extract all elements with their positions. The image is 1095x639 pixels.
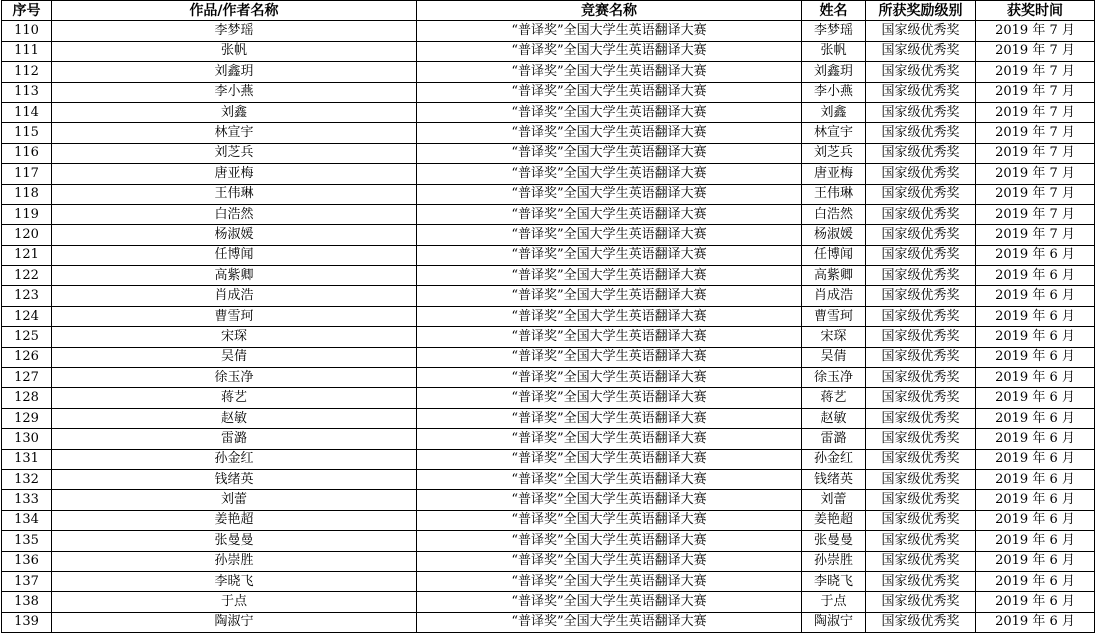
- cell-work: 曹雪珂: [52, 306, 417, 326]
- cell-name: 李梦瑶: [802, 21, 866, 41]
- cell-time: 2019 年 7 月: [976, 21, 1095, 41]
- cell-time: 2019 年 6 月: [976, 266, 1095, 286]
- table-row: [2, 592, 1095, 612]
- cell-seq: 116: [2, 143, 52, 163]
- cell-level: 国家级优秀奖: [866, 388, 976, 408]
- cell-work: 蒋艺: [52, 388, 417, 408]
- cell-seq: 115: [2, 123, 52, 143]
- cell-name: 王伟琳: [802, 184, 866, 204]
- cell-seq: 121: [2, 245, 52, 265]
- table-row: [2, 184, 1095, 204]
- table-row: [2, 368, 1095, 388]
- cell-work: 林宣宇: [52, 123, 417, 143]
- table-row: [2, 143, 1095, 163]
- cell-level: 国家级优秀奖: [866, 449, 976, 469]
- cell-time: 2019 年 6 月: [976, 612, 1095, 632]
- cell-work: 赵敏: [52, 408, 417, 428]
- cell-level: 国家级优秀奖: [866, 143, 976, 163]
- awards-table: [1, 0, 1095, 633]
- cell-seq: 132: [2, 469, 52, 489]
- cell-level: 国家级优秀奖: [866, 469, 976, 489]
- table-row: [2, 469, 1095, 489]
- cell-level: 国家级优秀奖: [866, 592, 976, 612]
- cell-time: 2019 年 7 月: [976, 143, 1095, 163]
- cell-work: 肖成浩: [52, 286, 417, 306]
- cell-time: 2019 年 7 月: [976, 82, 1095, 102]
- cell-work: 孙金红: [52, 449, 417, 469]
- cell-work: 陶淑宁: [52, 612, 417, 632]
- table-row: [2, 612, 1095, 632]
- cell-level: 国家级优秀奖: [866, 62, 976, 82]
- cell-competition: “普译奖”全国大学生英语翻译大赛: [417, 408, 802, 428]
- cell-work: 刘鑫玥: [52, 62, 417, 82]
- cell-time: 2019 年 6 月: [976, 306, 1095, 326]
- cell-time: 2019 年 6 月: [976, 408, 1095, 428]
- cell-competition: “普译奖”全国大学生英语翻译大赛: [417, 429, 802, 449]
- table-row: [2, 571, 1095, 591]
- cell-work: 雷潞: [52, 429, 417, 449]
- cell-competition: “普译奖”全国大学生英语翻译大赛: [417, 510, 802, 530]
- cell-seq: 117: [2, 164, 52, 184]
- cell-level: 国家级优秀奖: [866, 184, 976, 204]
- cell-name: 张帆: [802, 41, 866, 61]
- cell-competition: “普译奖”全国大学生英语翻译大赛: [417, 592, 802, 612]
- cell-name: 于点: [802, 592, 866, 612]
- cell-time: 2019 年 6 月: [976, 245, 1095, 265]
- cell-seq: 118: [2, 184, 52, 204]
- table-row: [2, 266, 1095, 286]
- header-row: [2, 1, 1095, 21]
- cell-seq: 133: [2, 490, 52, 510]
- table-row: [2, 347, 1095, 367]
- cell-work: 姜艳超: [52, 510, 417, 530]
- cell-name: 宋琛: [802, 327, 866, 347]
- cell-level: 国家级优秀奖: [866, 408, 976, 428]
- table-row: [2, 531, 1095, 551]
- cell-competition: “普译奖”全国大学生英语翻译大赛: [417, 225, 802, 245]
- table-row: [2, 286, 1095, 306]
- cell-seq: 119: [2, 204, 52, 224]
- table-row: [2, 245, 1095, 265]
- cell-time: 2019 年 7 月: [976, 123, 1095, 143]
- cell-level: 国家级优秀奖: [866, 571, 976, 591]
- cell-level: 国家级优秀奖: [866, 490, 976, 510]
- cell-time: 2019 年 6 月: [976, 469, 1095, 489]
- cell-work: 宋琛: [52, 327, 417, 347]
- table-row: [2, 123, 1095, 143]
- cell-level: 国家级优秀奖: [866, 123, 976, 143]
- cell-work: 刘鑫: [52, 102, 417, 122]
- cell-seq: 120: [2, 225, 52, 245]
- cell-seq: 111: [2, 41, 52, 61]
- cell-competition: “普译奖”全国大学生英语翻译大赛: [417, 327, 802, 347]
- table-row: [2, 306, 1095, 326]
- cell-name: 张曼曼: [802, 531, 866, 551]
- table-row: [2, 82, 1095, 102]
- cell-name: 蒋艺: [802, 388, 866, 408]
- header-competition: 竞赛名称: [417, 1, 802, 21]
- cell-work: 刘蕾: [52, 490, 417, 510]
- cell-work: 钱绪英: [52, 469, 417, 489]
- cell-name: 李小燕: [802, 82, 866, 102]
- cell-level: 国家级优秀奖: [866, 204, 976, 224]
- cell-work: 李晓飞: [52, 571, 417, 591]
- cell-competition: “普译奖”全国大学生英语翻译大赛: [417, 102, 802, 122]
- cell-level: 国家级优秀奖: [866, 347, 976, 367]
- cell-seq: 114: [2, 102, 52, 122]
- cell-seq: 138: [2, 592, 52, 612]
- cell-name: 孙崇胜: [802, 551, 866, 571]
- cell-competition: “普译奖”全国大学生英语翻译大赛: [417, 347, 802, 367]
- cell-name: 白浩然: [802, 204, 866, 224]
- table-row: [2, 41, 1095, 61]
- cell-competition: “普译奖”全国大学生英语翻译大赛: [417, 469, 802, 489]
- cell-seq: 124: [2, 306, 52, 326]
- cell-level: 国家级优秀奖: [866, 225, 976, 245]
- cell-seq: 129: [2, 408, 52, 428]
- cell-time: 2019 年 6 月: [976, 551, 1095, 571]
- cell-seq: 128: [2, 388, 52, 408]
- cell-name: 钱绪英: [802, 469, 866, 489]
- cell-name: 唐亚梅: [802, 164, 866, 184]
- cell-time: 2019 年 6 月: [976, 286, 1095, 306]
- cell-level: 国家级优秀奖: [866, 41, 976, 61]
- cell-competition: “普译奖”全国大学生英语翻译大赛: [417, 204, 802, 224]
- cell-name: 曹雪珂: [802, 306, 866, 326]
- cell-competition: “普译奖”全国大学生英语翻译大赛: [417, 164, 802, 184]
- cell-level: 国家级优秀奖: [866, 306, 976, 326]
- table-row: [2, 225, 1095, 245]
- cell-time: 2019 年 7 月: [976, 41, 1095, 61]
- cell-name: 赵敏: [802, 408, 866, 428]
- cell-time: 2019 年 6 月: [976, 347, 1095, 367]
- table-row: [2, 429, 1095, 449]
- cell-seq: 112: [2, 62, 52, 82]
- header-work: 作品/作者名称: [52, 1, 417, 21]
- cell-work: 唐亚梅: [52, 164, 417, 184]
- cell-level: 国家级优秀奖: [866, 102, 976, 122]
- header-seq: 序号: [2, 1, 52, 21]
- cell-name: 刘鑫: [802, 102, 866, 122]
- cell-name: 任博闻: [802, 245, 866, 265]
- cell-work: 杨淑媛: [52, 225, 417, 245]
- cell-competition: “普译奖”全国大学生英语翻译大赛: [417, 306, 802, 326]
- cell-seq: 137: [2, 571, 52, 591]
- cell-seq: 125: [2, 327, 52, 347]
- cell-seq: 127: [2, 368, 52, 388]
- cell-name: 刘芝兵: [802, 143, 866, 163]
- cell-competition: “普译奖”全国大学生英语翻译大赛: [417, 184, 802, 204]
- cell-seq: 134: [2, 510, 52, 530]
- cell-name: 李晓飞: [802, 571, 866, 591]
- cell-time: 2019 年 7 月: [976, 62, 1095, 82]
- table-row: [2, 327, 1095, 347]
- cell-name: 林宣宇: [802, 123, 866, 143]
- cell-level: 国家级优秀奖: [866, 531, 976, 551]
- table-row: [2, 551, 1095, 571]
- cell-name: 徐玉净: [802, 368, 866, 388]
- cell-name: 陶淑宁: [802, 612, 866, 632]
- table-header: [2, 1, 1095, 21]
- header-name: 姓名: [802, 1, 866, 21]
- cell-level: 国家级优秀奖: [866, 510, 976, 530]
- cell-work: 张帆: [52, 41, 417, 61]
- cell-level: 国家级优秀奖: [866, 82, 976, 102]
- cell-time: 2019 年 7 月: [976, 102, 1095, 122]
- cell-competition: “普译奖”全国大学生英语翻译大赛: [417, 490, 802, 510]
- cell-time: 2019 年 6 月: [976, 592, 1095, 612]
- cell-work: 孙崇胜: [52, 551, 417, 571]
- cell-time: 2019 年 6 月: [976, 510, 1095, 530]
- cell-level: 国家级优秀奖: [866, 164, 976, 184]
- cell-work: 刘芝兵: [52, 143, 417, 163]
- cell-name: 高紫卿: [802, 266, 866, 286]
- table-row: [2, 21, 1095, 41]
- cell-competition: “普译奖”全国大学生英语翻译大赛: [417, 368, 802, 388]
- cell-name: 刘蕾: [802, 490, 866, 510]
- cell-work: 王伟琳: [52, 184, 417, 204]
- cell-name: 刘鑫玥: [802, 62, 866, 82]
- cell-time: 2019 年 6 月: [976, 571, 1095, 591]
- cell-competition: “普译奖”全国大学生英语翻译大赛: [417, 21, 802, 41]
- cell-work: 白浩然: [52, 204, 417, 224]
- cell-competition: “普译奖”全国大学生英语翻译大赛: [417, 62, 802, 82]
- cell-competition: “普译奖”全国大学生英语翻译大赛: [417, 266, 802, 286]
- cell-competition: “普译奖”全国大学生英语翻译大赛: [417, 571, 802, 591]
- cell-competition: “普译奖”全国大学生英语翻译大赛: [417, 143, 802, 163]
- cell-time: 2019 年 6 月: [976, 490, 1095, 510]
- cell-competition: “普译奖”全国大学生英语翻译大赛: [417, 123, 802, 143]
- cell-seq: 126: [2, 347, 52, 367]
- cell-seq: 123: [2, 286, 52, 306]
- cell-time: 2019 年 6 月: [976, 429, 1095, 449]
- cell-level: 国家级优秀奖: [866, 21, 976, 41]
- cell-work: 张曼曼: [52, 531, 417, 551]
- table-row: [2, 164, 1095, 184]
- cell-name: 杨淑媛: [802, 225, 866, 245]
- cell-work: 徐玉净: [52, 368, 417, 388]
- cell-time: 2019 年 7 月: [976, 184, 1095, 204]
- cell-time: 2019 年 6 月: [976, 327, 1095, 347]
- cell-work: 任博闻: [52, 245, 417, 265]
- table-row: [2, 408, 1095, 428]
- header-time: 获奖时间: [976, 1, 1095, 21]
- cell-level: 国家级优秀奖: [866, 368, 976, 388]
- cell-time: 2019 年 7 月: [976, 204, 1095, 224]
- cell-competition: “普译奖”全国大学生英语翻译大赛: [417, 388, 802, 408]
- cell-time: 2019 年 6 月: [976, 368, 1095, 388]
- cell-name: 吴倩: [802, 347, 866, 367]
- cell-seq: 130: [2, 429, 52, 449]
- cell-work: 吴倩: [52, 347, 417, 367]
- cell-work: 李小燕: [52, 82, 417, 102]
- cell-seq: 135: [2, 531, 52, 551]
- cell-time: 2019 年 6 月: [976, 449, 1095, 469]
- table-row: [2, 102, 1095, 122]
- cell-time: 2019 年 7 月: [976, 164, 1095, 184]
- cell-seq: 113: [2, 82, 52, 102]
- cell-seq: 110: [2, 21, 52, 41]
- cell-work: 高紫卿: [52, 266, 417, 286]
- cell-competition: “普译奖”全国大学生英语翻译大赛: [417, 551, 802, 571]
- cell-competition: “普译奖”全国大学生英语翻译大赛: [417, 531, 802, 551]
- cell-level: 国家级优秀奖: [866, 245, 976, 265]
- table-row: [2, 62, 1095, 82]
- table-row: [2, 490, 1095, 510]
- cell-competition: “普译奖”全国大学生英语翻译大赛: [417, 449, 802, 469]
- cell-level: 国家级优秀奖: [866, 429, 976, 449]
- header-level: 所获奖励级别: [866, 1, 976, 21]
- cell-work: 李梦瑶: [52, 21, 417, 41]
- table-row: [2, 204, 1095, 224]
- cell-work: 于点: [52, 592, 417, 612]
- cell-time: 2019 年 7 月: [976, 225, 1095, 245]
- cell-seq: 136: [2, 551, 52, 571]
- cell-competition: “普译奖”全国大学生英语翻译大赛: [417, 286, 802, 306]
- cell-level: 国家级优秀奖: [866, 551, 976, 571]
- cell-level: 国家级优秀奖: [866, 286, 976, 306]
- cell-seq: 139: [2, 612, 52, 632]
- cell-competition: “普译奖”全国大学生英语翻译大赛: [417, 82, 802, 102]
- cell-seq: 131: [2, 449, 52, 469]
- cell-competition: “普译奖”全国大学生英语翻译大赛: [417, 612, 802, 632]
- cell-time: 2019 年 6 月: [976, 531, 1095, 551]
- table-row: [2, 449, 1095, 469]
- table-row: [2, 510, 1095, 530]
- cell-competition: “普译奖”全国大学生英语翻译大赛: [417, 41, 802, 61]
- cell-competition: “普译奖”全国大学生英语翻译大赛: [417, 245, 802, 265]
- cell-name: 肖成浩: [802, 286, 866, 306]
- cell-name: 姜艳超: [802, 510, 866, 530]
- cell-time: 2019 年 6 月: [976, 388, 1095, 408]
- cell-level: 国家级优秀奖: [866, 612, 976, 632]
- cell-name: 雷潞: [802, 429, 866, 449]
- cell-seq: 122: [2, 266, 52, 286]
- cell-level: 国家级优秀奖: [866, 266, 976, 286]
- cell-name: 孙金红: [802, 449, 866, 469]
- table-body: [2, 21, 1095, 633]
- cell-level: 国家级优秀奖: [866, 327, 976, 347]
- table-row: [2, 388, 1095, 408]
